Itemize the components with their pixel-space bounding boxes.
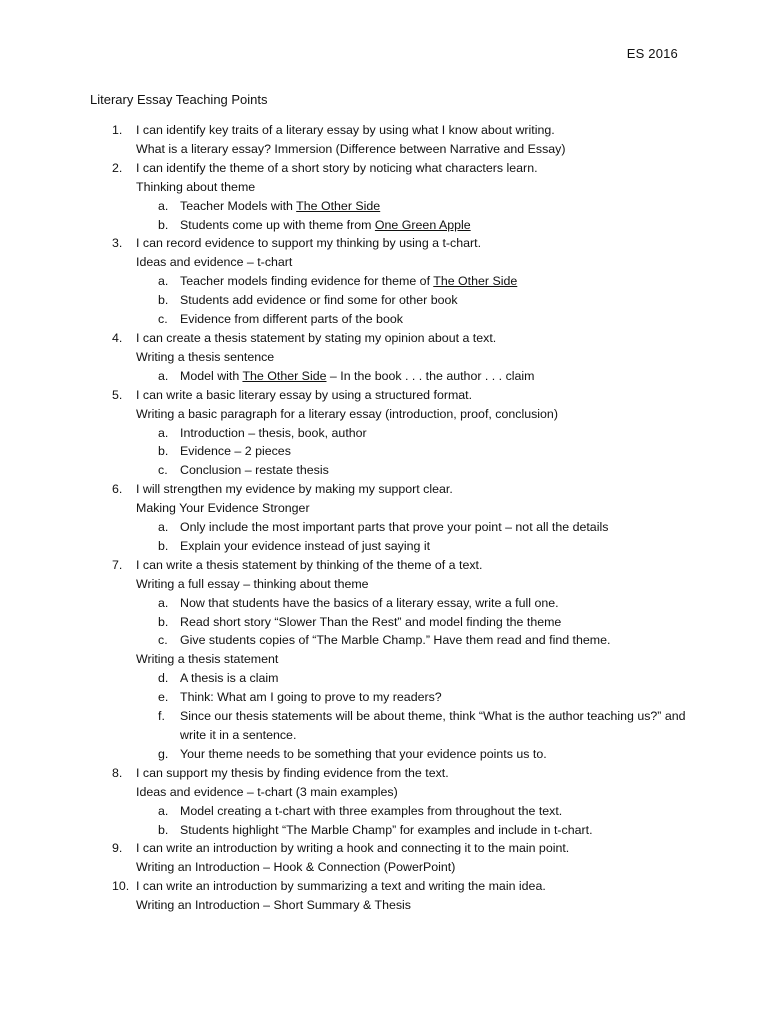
sub-point-letter: b.	[158, 217, 169, 232]
sub-point	[136, 669, 690, 688]
sub-point	[136, 461, 690, 480]
sub-point	[136, 802, 690, 821]
book-title: The Other Side	[433, 274, 518, 289]
item-subheading: Writing an Introduction – Short Summary & Thesis	[136, 898, 412, 913]
teaching-point-5	[90, 386, 690, 481]
sub-point-letter: a.	[158, 425, 169, 440]
sub-point	[136, 272, 690, 291]
sub-point-letter: f.	[158, 709, 165, 724]
teaching-point-8	[90, 764, 690, 840]
book-title: The Other Side	[296, 198, 381, 213]
sub-point	[136, 594, 690, 613]
sub-point-text: Students add evidence or find some for other book	[180, 293, 458, 308]
sub-point	[136, 518, 690, 537]
teaching-point-4	[90, 329, 690, 386]
sub-point-letter: c.	[158, 463, 168, 478]
sub-point-text: Now that students have the basics of a literary essay, write a full one.	[180, 595, 559, 610]
sub-point-list	[136, 594, 690, 651]
item-main: I can support my thesis by finding evidence from the text.	[136, 765, 449, 780]
sub-point	[136, 745, 690, 764]
teaching-point-7	[90, 556, 690, 764]
sub-point-text: Your theme needs to be something that your evidence points us to.	[180, 746, 547, 761]
sub-point-letter: a.	[158, 198, 169, 213]
sub-point-text: Conclusion – restate thesis	[180, 463, 329, 478]
sub-point-letter: a.	[158, 274, 169, 289]
item-main: I can write an introduction by summarizing a text and writing the main idea.	[136, 879, 546, 894]
sub-point-text: Give students copies of “The Marble Champ.” Have them read and find theme.	[180, 633, 611, 648]
teaching-point-2	[90, 159, 690, 235]
item-main: I can write an introduction by writing a hook and connecting it to the main point.	[136, 841, 570, 856]
sub-point	[136, 613, 690, 632]
sub-point-letter: g.	[158, 746, 169, 761]
item-number: 10.	[112, 879, 130, 894]
sub-point-text: Teacher models finding evidence for theme of	[180, 274, 434, 289]
sub-point-letter: b.	[158, 538, 169, 553]
item-number: 5.	[112, 387, 123, 402]
item-number: 9.	[112, 841, 123, 856]
sub-point-text: Introduction – thesis, book, author	[180, 425, 367, 440]
sub-point-letter: a.	[158, 803, 169, 818]
sub-point-letter: b.	[158, 444, 169, 459]
sub-point-letter: a.	[158, 595, 169, 610]
item-subheading-2: Writing a thesis statement	[136, 652, 279, 667]
teaching-point-10	[90, 877, 690, 915]
sub-point-list	[136, 802, 690, 840]
sub-point-list	[136, 367, 690, 386]
item-main: I can identify the theme of a short story by noticing what characters learn.	[136, 160, 538, 175]
sub-point-text: Model creating a t-chart with three examples from throughout the text.	[180, 803, 563, 818]
sub-point-letter: d.	[158, 671, 169, 686]
sub-point-letter: c.	[158, 312, 168, 327]
item-subheading: Writing an Introduction – Hook & Connection (PowerPoint)	[136, 860, 456, 875]
item-subheading: Writing a thesis sentence	[136, 349, 275, 364]
sub-point-text: Since our thesis statements will be about theme, think “What is the author teaching us?” and write it in a sentence.	[180, 709, 686, 742]
sub-point	[136, 631, 690, 650]
sub-point-letter: b.	[158, 614, 169, 629]
item-subheading: Ideas and evidence – t-chart	[136, 255, 293, 270]
sub-point-letter: a.	[158, 520, 169, 535]
item-number: 7.	[112, 557, 123, 572]
teaching-point-9	[90, 839, 690, 877]
sub-point-text: Explain your evidence instead of just saying it	[180, 538, 431, 553]
sub-point	[136, 537, 690, 556]
item-subheading: Writing a full essay – thinking about theme	[136, 576, 369, 591]
sub-point-text-after: – In the book . . . the author . . . claim	[326, 368, 535, 383]
teaching-point-6	[90, 480, 690, 556]
sub-point-text: Evidence – 2 pieces	[180, 444, 291, 459]
sub-point	[136, 367, 690, 386]
sub-point-text: Teacher Models with	[180, 198, 297, 213]
sub-point-text: A thesis is a claim	[180, 671, 279, 686]
item-main: I can identify key traits of a literary essay by using what I know about writing.	[136, 123, 555, 137]
sub-point	[136, 197, 690, 216]
sub-point	[136, 424, 690, 443]
sub-point-text: Model with	[180, 368, 243, 383]
sub-point-list	[136, 518, 690, 556]
item-subheading: Making Your Evidence Stronger	[136, 501, 310, 516]
book-title: The Other Side	[242, 368, 327, 383]
document-title: Literary Essay Teaching Points	[90, 92, 268, 107]
sub-point-text: Evidence from different parts of the book	[180, 312, 403, 327]
item-main: I can write a basic literary essay by using a structured format.	[136, 387, 473, 402]
sub-point	[136, 688, 690, 707]
item-subheading: What is a literary essay? Immersion (Difference between Narrative and Essay)	[136, 141, 566, 156]
item-number: 2.	[112, 160, 123, 175]
sub-point-letter: b.	[158, 293, 169, 308]
item-main: I can record evidence to support my thinking by using a t-chart.	[136, 236, 482, 251]
item-main: I will strengthen my evidence by making my support clear.	[136, 482, 453, 497]
sub-point-text: Students highlight “The Marble Champ” for examples and include in t-chart.	[180, 822, 593, 837]
book-title: One Green Apple	[374, 217, 471, 232]
item-main: I can write a thesis statement by thinking of the theme of a text.	[136, 557, 483, 572]
sub-point	[136, 707, 690, 745]
teaching-point-3	[90, 234, 690, 329]
sub-point	[136, 216, 690, 235]
sub-point-letter: a.	[158, 368, 169, 383]
sub-point	[136, 821, 690, 840]
sub-point-text: Read short story “Slower Than the Rest” and model finding the theme	[180, 614, 562, 629]
item-number: 1.	[112, 123, 123, 137]
sub-point-letter: c.	[158, 633, 168, 648]
item-subheading: Writing a basic paragraph for a literary essay (introduction, proof, conclusion)	[136, 406, 558, 421]
sub-point-list	[136, 197, 690, 235]
sub-point-letter: b.	[158, 822, 169, 837]
document-code: ES 2016	[626, 46, 678, 61]
item-subheading: Thinking about theme	[136, 179, 256, 194]
sub-point	[136, 291, 690, 310]
sub-point-letter: e.	[158, 690, 169, 705]
item-number: 6.	[112, 482, 123, 497]
item-number: 3.	[112, 236, 123, 251]
sub-point-list-2	[136, 669, 690, 764]
sub-point-text: Students come up with theme from	[180, 217, 375, 232]
item-number: 4.	[112, 330, 123, 345]
sub-point-text: Only include the most important parts that prove your point – not all the details	[180, 520, 609, 535]
sub-point-list	[136, 272, 690, 329]
item-number: 8.	[112, 765, 123, 780]
teaching-point-1	[90, 121, 690, 159]
sub-point-text: Think: What am I going to prove to my readers?	[180, 690, 442, 705]
teaching-points-list	[90, 121, 690, 915]
sub-point-list	[136, 424, 690, 481]
sub-point	[136, 442, 690, 461]
item-main: I can create a thesis statement by stating my opinion about a text.	[136, 330, 497, 345]
item-subheading: Ideas and evidence – t-chart (3 main examples)	[136, 784, 398, 799]
sub-point	[136, 310, 690, 329]
